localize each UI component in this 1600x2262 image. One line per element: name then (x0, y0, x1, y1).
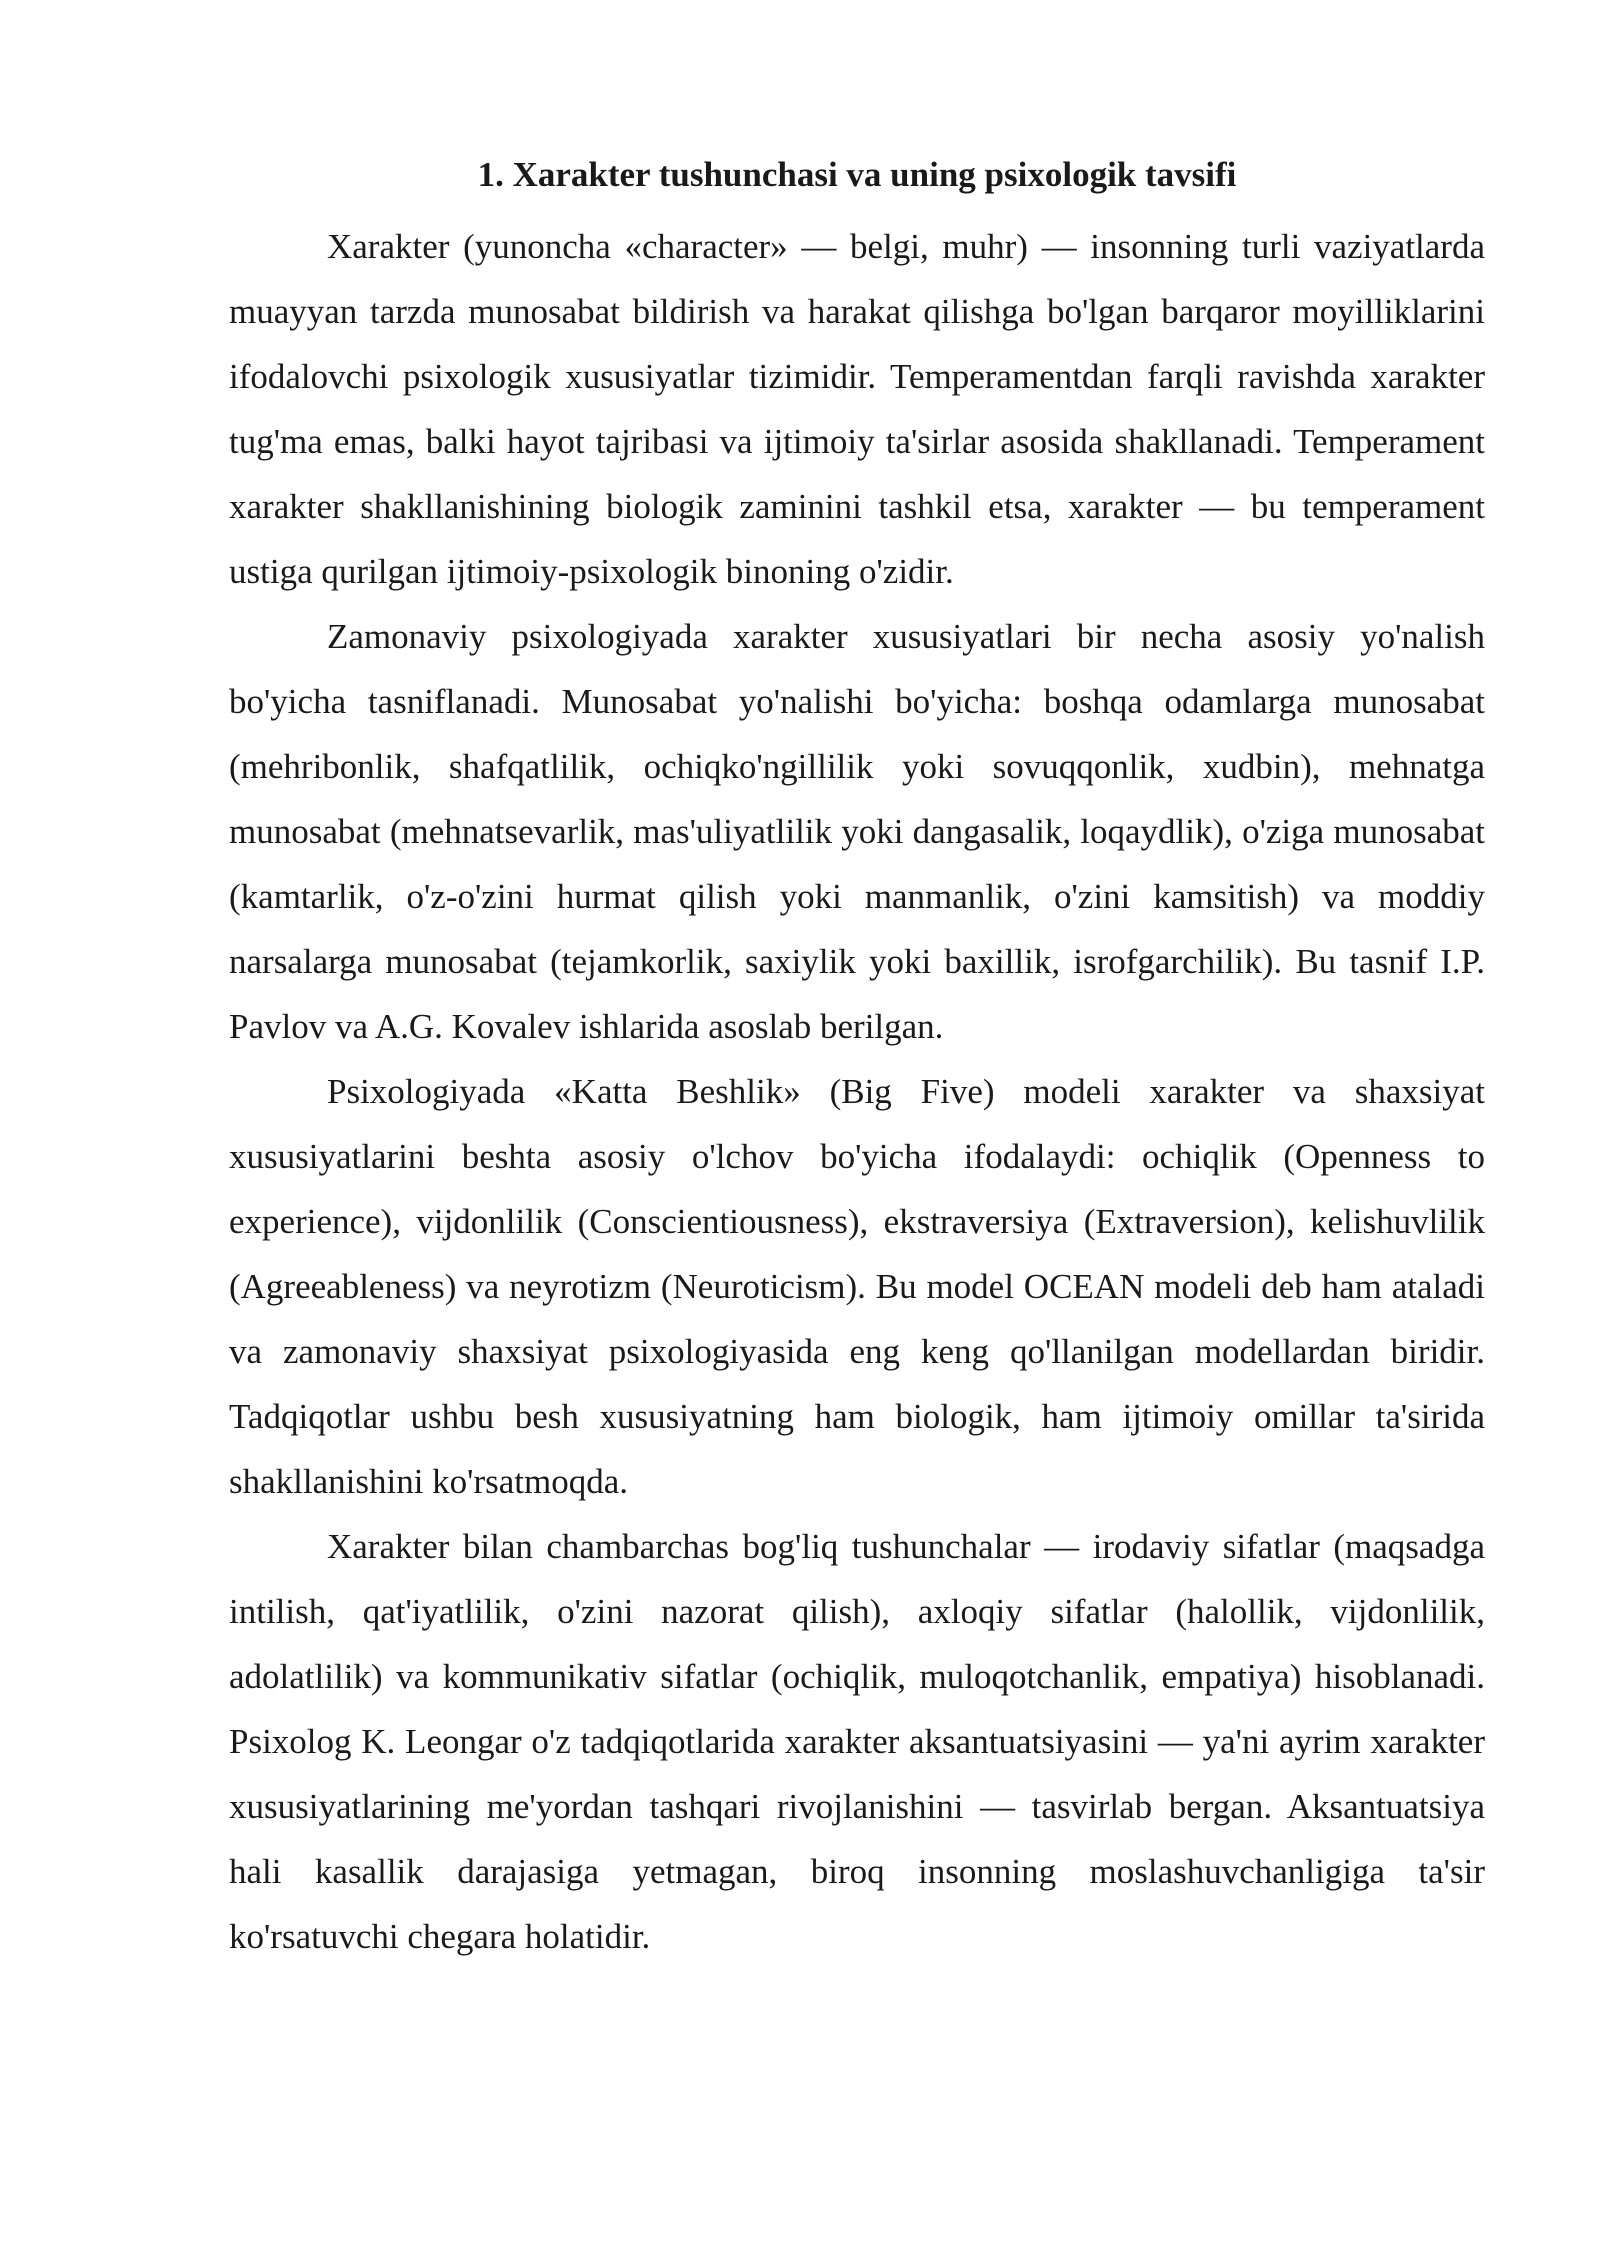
paragraph-related-concepts: Xarakter bilan chambarchas bog'liq tushunchalar — irodaviy sifatlar (maqsadga intilish, qat'iyatlilik, o'zini nazorat qilish), axloqiy sifatlar (halollik, vijdonlilik, adolatlilik) va kommunikativ sifatlar (ochiqlik, muloqotchanlik, empatiya) hisoblanadi. Psixolog K. Leongar o'z tadqiqotlarida xarakter aksantuatsiyasini — ya'ni ayrim xarakter xususiyatlarining me'yordan tashqari rivojlanishini — tasvirlab bergan. Aksantuatsiya hali kasallik darajasiga yetmagan, biroq insonning moslashuvchanligiga ta'sir ko'rsatuvchi chegara holatidir. (229, 1527, 1485, 1956)
paragraph-definition: Xarakter (yunoncha «character» — belgi, muhr) — insonning turli vaziyatlarda muayyan tarzda munosabat bildirish va harakat qilishga bo'lgan barqaror moyilliklarini ifodalovchi psixologik xususiyatlar tizimidir. Temperamentdan farqli ravishda xarakter tug'ma emas, balki hayot tajribasi va ijtimoiy ta'sirlar asosida shakllanadi. Temperament xarakter shakllanishining biologik zaminini tashkil etsa, xarakter — bu temperament ustiga qurilgan ijtimoiy-psixologik binoning o'zidir. (229, 227, 1485, 591)
paragraph-big-five: Psixologiyada «Katta Beshlik» (Big Five) modeli xarakter va shaxsiyat xususiyatlarini beshta asosiy o'lchov bo'yicha ifodalaydi: ochiqlik (Openness to experience), vijdonlilik (Conscientiousness), ekstraversiya (Extraversion), kelishuvlilik (Agreeableness) va neyrotizm (Neuroticism). Bu model OCEAN modeli deb ham ataladi va zamonaviy shaxsiyat psixologiyasida eng keng qo'llanilgan modellardan biridir. Tadqiqotlar ushbu besh xususiyatning ham biologik, ham ijtimoiy omillar ta'sirida shakllanishini ko'rsatmoqda. (229, 1072, 1485, 1501)
paragraph-classification: Zamonaviy psixologiyada xarakter xususiyatlari bir necha asosiy yo'nalish bo'yicha tasniflanadi. Munosabat yo'nalishi bo'yicha: boshqa odamlarga munosabat (mehribonlik, shafqatlilik, ochiqko'ngillilik yoki sovuqqonlik, xudbin), mehnatga munosabat (mehnatsevarlik, mas'uliyatlilik yoki dangasalik, loqaydlik), o'ziga munosabat (kamtarlik, o'z-o'zini hurmat qilish yoki manmanlik, o'zini kamsitish) va moddiy narsalarga munosabat (tejamkorlik, saxiylik yoki baxillik, isrofgarchilik). Bu tasnif I.P. Pavlov va A.G. Kovalev ishlarida asoslab berilgan. (229, 617, 1485, 1046)
section-title: 1. Xarakter tushunchasi va uning psixologik tavsifi (477, 155, 1237, 194)
document-body (229, 150, 1485, 1969)
